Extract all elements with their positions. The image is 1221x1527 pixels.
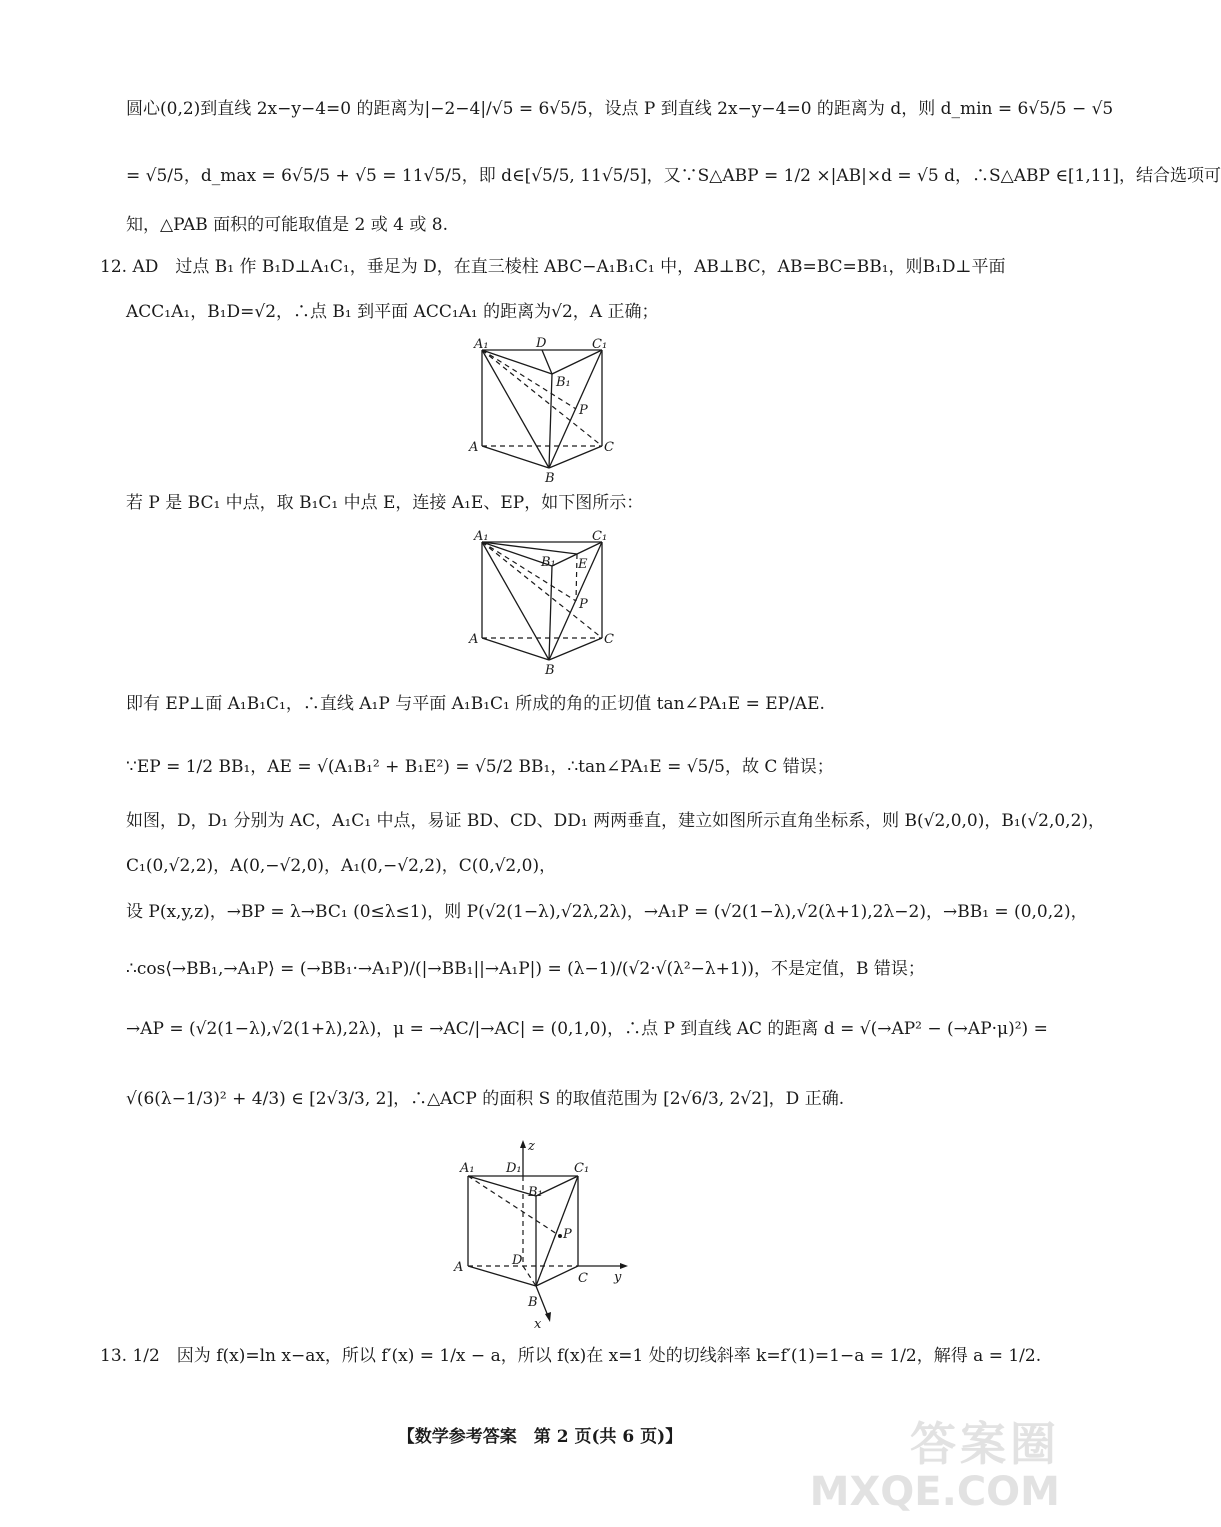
text-line: 如图，D，D₁ 分别为 AC，A₁C₁ 中点，易证 BD、CD、DD₁ 两两垂直，建立如图所示直角坐标系，则 B(√2,0,0)，B₁(√2,0,2)， (126, 811, 1106, 831)
text-line: 知，△PAB 面积的可能取值是 2 或 4 或 8. (126, 215, 448, 235)
vertex-label: B₁ (556, 375, 571, 390)
vertex-label: B (528, 1295, 538, 1310)
vertex-label: C₁ (592, 337, 608, 352)
vertex-label: B₁ (541, 555, 556, 570)
text-line: ACC₁A₁，B₁D=√2，∴点 B₁ 到平面 ACC₁A₁ 的距离为√2，A 正确； (126, 302, 659, 322)
text-line: 圆心(0,2)到直线 2x−y−4=0 的距离为|−2−4|/√5 = 6√5/5，设点 P 到直线 2x−y−4=0 的距离为 d，则 d_min = 6√5/5 − √5 (126, 99, 1114, 119)
text-line: √(6(λ−1/3)² + 4/3) ∈ [2√3/3, 2]，∴△ACP 的面积 S 的取值范围为 [2√6/3, 2√2]，D 正确. (126, 1089, 845, 1109)
vertex-label: A₁ (474, 529, 489, 544)
vertex-label: B₁ (528, 1185, 543, 1200)
vertex-label: D (512, 1253, 523, 1268)
text-line: ∴cos⟨→BB₁,→A₁P⟩ = (→BB₁·→A₁P)/(|→BB₁||→A₁P|) = (λ−1)/(√2·√(λ²−λ+1))，不是定值，B 错误； (126, 959, 925, 979)
prism-figure-2 (464, 528, 624, 682)
text-line: ∵EP = 1/2 BB₁，AE = √(A₁B₁² + B₁E²) = √5/2 BB₁，∴tan∠PA₁E = √5/5，故 C 错误； (126, 757, 834, 777)
vertex-label: D (536, 336, 547, 351)
vertex-label: P (579, 597, 588, 612)
vertex-label: P (579, 403, 588, 418)
text-line: →AP = (√2(1−λ),√2(1+λ),2λ)，μ = →AC/|→AC| = (0,1,0)，∴点 P 到直线 AC 的距离 d = √(→AP² − (→AP·μ)²) = (126, 1019, 1048, 1039)
prism-figure-3-coordinates (450, 1136, 640, 1336)
vertex-label: B (545, 471, 555, 486)
vertex-label: C (578, 1271, 588, 1286)
vertex-label: C (604, 440, 614, 455)
watermark-en: MXQE.COM (809, 1469, 1060, 1515)
text-line: 13. 1/2 因为 f(x)=ln x−ax，所以 f′(x) = 1/x − a，所以 f(x)在 x=1 处的切线斜率 k=f′(1)=1−a = 1/2，解得 a = 1/2. (100, 1346, 1042, 1366)
vertex-label: A (469, 440, 479, 455)
vertex-label: P (563, 1227, 572, 1242)
text-line: 12. AD 过点 B₁ 作 B₁D⊥A₁C₁，垂足为 D，在直三棱柱 ABC−A₁B₁C₁ 中，AB⊥BC，AB=BC=BB₁，则B₁D⊥平面 (100, 257, 1006, 277)
vertex-label: D₁ (506, 1161, 522, 1176)
axis-label: x (534, 1317, 542, 1332)
vertex-label: E (578, 557, 588, 572)
vertex-label: C₁ (574, 1161, 590, 1176)
axis-label: z (528, 1139, 535, 1154)
vertex-label: A₁ (474, 337, 489, 352)
vertex-label: C (604, 632, 614, 647)
text-line: C₁(0,√2,2)，A(0,−√2,0)，A₁(0,−√2,2)，C(0,√2,0)， (126, 856, 557, 876)
vertex-label: B (545, 663, 555, 678)
watermark-cn: 答案圈 (910, 1417, 1060, 1471)
vertex-label: C₁ (592, 529, 608, 544)
axis-label: y (614, 1270, 622, 1285)
page-footer: 【数学参考答案 第 2 页(共 6 页)】 (397, 1427, 683, 1447)
text-line: 即有 EP⊥面 A₁B₁C₁，∴直线 A₁P 与平面 A₁B₁C₁ 所成的角的正切值 tan∠PA₁E = EP/AE. (126, 694, 825, 714)
watermark (810, 1418, 1060, 1514)
text-line: = √5/5，d_max = 6√5/5 + √5 = 11√5/5，即 d∈[√5/5, 11√5/5]，又∵S△ABP = 1/2 ×|AB|×d = √5 d，∴S△ABP ∈[1,11]，结合选项可 (126, 166, 1221, 186)
vertex-label: A₁ (460, 1161, 475, 1176)
vertex-label: A (469, 632, 479, 647)
text-line: 若 P 是 BC₁ 中点，取 B₁C₁ 中点 E，连接 A₁E、EP，如下图所示： (126, 493, 644, 513)
prism-figure-1 (464, 336, 624, 490)
text-line: 设 P(x,y,z)，→BP = λ→BC₁ (0≤λ≤1)，则 P(√2(1−λ),√2λ,2λ)，→A₁P = (√2(1−λ),√2(λ+1),2λ−2)，→BB₁ = (0,0,2)， (126, 902, 1088, 922)
vertex-label: A (454, 1260, 464, 1275)
